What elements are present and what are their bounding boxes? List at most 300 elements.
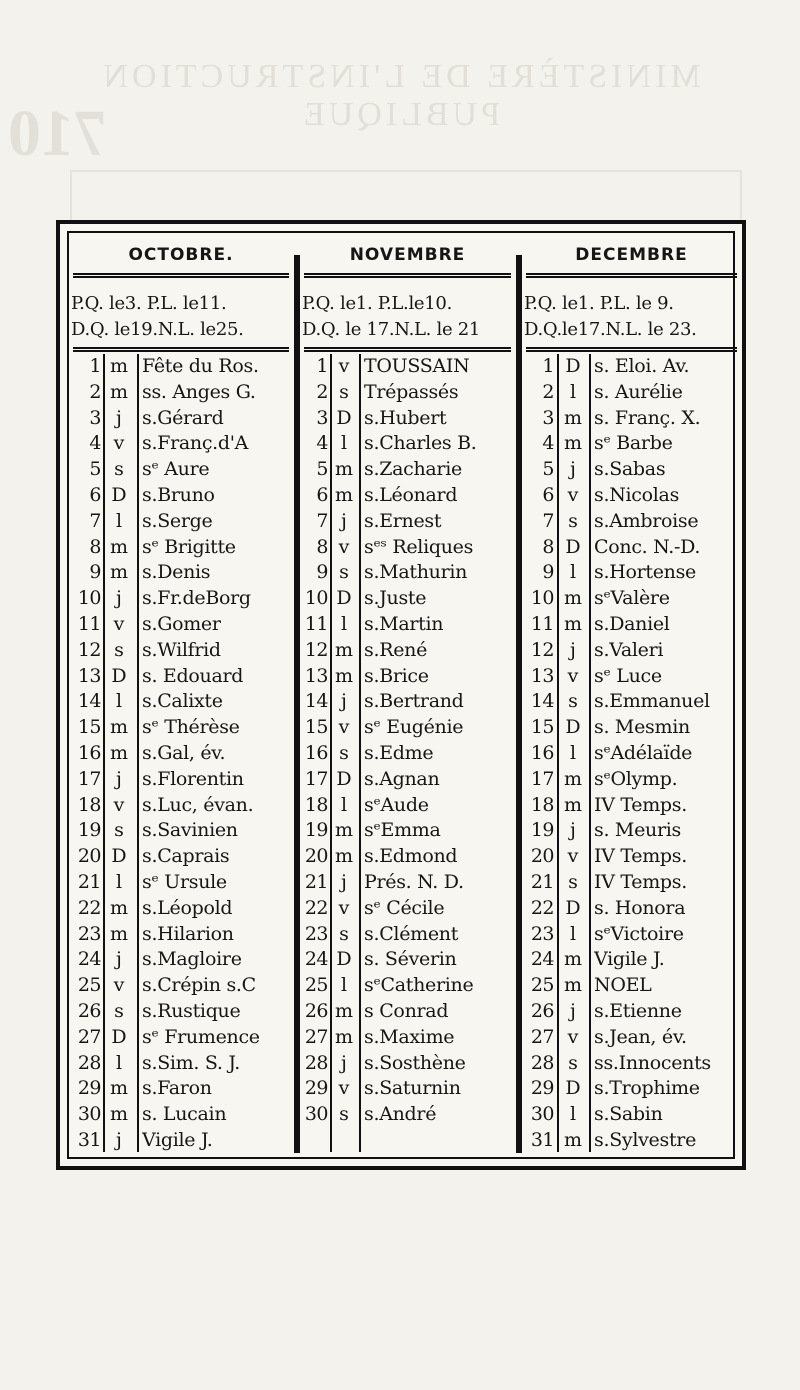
saint-name: s.Rustique [142,999,241,1022]
saint-name: s.Sabas [594,458,666,481]
saint-name: ss.Innocents [594,1051,711,1074]
weekday-letter: j [341,1051,347,1074]
weekday-letter: l [340,432,348,455]
day-row [69,896,293,922]
day-row [522,999,741,1025]
day-row [300,638,515,664]
weekday-letter: s [568,509,578,532]
day-number: 2 [89,380,101,403]
day-number: 4 [316,432,328,455]
weekday-letter: v [567,664,579,687]
day-row [69,999,293,1025]
day-row [69,715,293,741]
weekday-letter: j [570,819,576,842]
weekday-letter: D [111,664,127,687]
day-row [300,844,515,870]
saint-name: s.Faron [142,1077,212,1100]
weekday-letter: s [114,458,124,481]
saint-name: s.Léonard [364,483,458,506]
rule [526,276,737,278]
saint-name: s.Hortense [594,561,696,584]
day-number: 20 [77,845,101,868]
day-number: 19 [304,819,328,842]
saint-name: sᵉVictoire [594,922,684,945]
weekday-letter: v [338,716,350,739]
rule [73,273,289,275]
weekday-letter: m [563,1128,583,1151]
day-number: 23 [304,922,328,945]
saint-name: sᵉ Eugénie [364,716,464,739]
weekday-letter: j [116,1128,122,1151]
day-row [69,1128,293,1154]
day-row [522,431,741,457]
saint-name: sᵉCatherine [364,974,474,997]
saint-name: s.Fr.deBorg [142,587,251,610]
day-row [300,535,515,561]
day-number: 30 [77,1103,101,1126]
day-number: 11 [77,612,101,635]
day-row [69,457,293,483]
weekday-letter: v [113,612,125,635]
day-number: 21 [530,870,554,893]
day-row [300,870,515,896]
day-row [69,638,293,664]
saint-name: s.René [364,638,428,661]
month-title: OCTOBRE. [128,245,234,265]
moon-phases-line-1: P.Q. le3. P.L. le11. [71,293,227,314]
saint-name: s.Martin [364,612,444,635]
saint-name: s.André [364,1103,437,1126]
rule [304,276,511,278]
saint-name: Trépassés [364,380,459,403]
day-row [300,664,515,690]
day-number: 24 [304,948,328,971]
day-number: 17 [304,767,328,790]
saint-name: s.Ambroise [594,509,699,532]
saint-name: s. Aurélie [594,380,683,403]
day-row [69,870,293,896]
day-row [69,354,293,380]
day-row [300,457,515,483]
day-number: 3 [89,406,101,429]
saint-name: s.Saturnin [364,1077,461,1100]
weekday-letter: m [334,638,354,661]
saint-name: sᵉOlymp. [594,767,678,790]
day-row [69,818,293,844]
day-number: 14 [304,690,328,713]
weekday-letter: j [341,870,347,893]
saint-name: s.Savinien [142,819,238,842]
day-row [522,535,741,561]
weekday-letter: l [340,612,348,635]
saint-name: s.Denis [142,561,211,584]
day-row [300,509,515,535]
weekday-letter: l [115,509,123,532]
saint-name: s. Lucain [142,1103,227,1126]
rule [73,276,289,278]
saint-name: s. Eloi. Av. [594,355,690,377]
day-number: 12 [530,638,554,661]
day-number: 6 [89,483,101,506]
day-row [300,586,515,612]
weekday-letter: l [569,1103,577,1126]
weekday-letter: j [341,690,347,713]
day-row [522,354,741,380]
saint-name: s.Wilfrid [142,638,221,661]
saint-name: sᵉ Ursule [142,870,227,893]
saint-name: Prés. N. D. [364,870,464,893]
day-row [522,1076,741,1102]
day-number: 29 [530,1077,554,1100]
day-number: 1 [316,355,328,377]
day-row [522,406,741,432]
saint-name: sᵉAdélaïde [594,741,693,764]
weekday-letter: m [563,793,583,816]
day-number: 17 [77,767,101,790]
day-row [69,973,293,999]
day-number: 22 [304,896,328,919]
day-number: 8 [89,535,101,558]
day-number: 20 [304,845,328,868]
day-number: 20 [530,845,554,868]
day-row [300,793,515,819]
day-number: 28 [304,1051,328,1074]
day-number: 15 [77,716,101,739]
day-row [522,586,741,612]
saint-name: s. Edouard [142,664,244,687]
saint-name: s.Edme [364,741,434,764]
weekday-letter: l [569,380,577,403]
saint-name: s.Luc, évan. [142,793,254,816]
weekday-letter: v [338,355,350,377]
weekday-letter: D [565,535,581,558]
day-row [69,406,293,432]
saint-name: s.Calixte [142,690,223,713]
bleed-through-header: MINISTÈRE DE L'INSTRUCTION PUBLIQUE [99,58,701,133]
day-number: 13 [530,664,554,687]
day-number: 21 [77,870,101,893]
saint-name: s.Zacharie [364,458,462,481]
day-number: 30 [304,1103,328,1126]
day-number: 9 [89,561,101,584]
weekday-letter: D [565,716,581,739]
weekday-letter: D [336,587,352,610]
weekday-letter: m [109,355,129,377]
day-row [300,689,515,715]
saint-name: s. Franç. X. [594,406,701,429]
day-row [522,715,741,741]
saint-name: s.Trophime [594,1077,700,1100]
day-row [522,818,741,844]
day-row [300,767,515,793]
day-number: 14 [77,690,101,713]
saint-name: s. Meuris [594,819,681,842]
weekday-letter: m [563,948,583,971]
saint-name: Vigile J. [142,1128,213,1151]
weekday-letter: m [563,612,583,635]
weekday-letter: D [565,1077,581,1100]
month-title: NOVEMBRE [349,245,466,265]
moon-phases-line-2: D.Q. le 17.N.L. le 21 [302,319,481,340]
day-row [300,1076,515,1102]
saint-name: Fête du Ros. [142,355,259,377]
day-row [69,483,293,509]
weekday-letter: s [114,819,124,842]
saint-name: s.Emmanuel [594,690,710,713]
day-number: 28 [77,1051,101,1074]
calendar-inner-border [67,231,735,1159]
weekday-letter: l [569,741,577,764]
saint-name: s.Brice [364,664,429,687]
saint-name: s.Edmond [364,845,458,868]
day-rows [522,354,741,1154]
weekday-letter: v [338,1077,350,1100]
weekday-letter: l [569,922,577,945]
day-number: 16 [304,741,328,764]
day-row [300,483,515,509]
saint-name: s.Sylvestre [594,1128,697,1151]
day-row [522,560,741,586]
day-row [69,1025,293,1051]
weekday-letter: m [109,741,129,764]
weekday-letter: s [568,690,578,713]
weekday-letter: D [565,355,581,377]
day-row [522,689,741,715]
day-number: 10 [530,587,554,610]
day-row [69,689,293,715]
day-row [69,535,293,561]
saint-name: ss. Anges G. [142,380,256,403]
day-number: 8 [316,535,328,558]
day-row [300,741,515,767]
day-number: 18 [304,793,328,816]
day-number: 11 [530,612,554,635]
saint-name: sᵉ Aure [142,458,210,481]
moon-phases-line-2: D.Q.le17.N.L. le 23. [524,319,697,340]
day-row [300,612,515,638]
day-row [300,431,515,457]
weekday-letter: s [114,999,124,1022]
saint-name: s. Mesmin [594,716,690,739]
day-number: 11 [304,612,328,635]
day-number: 27 [77,1025,101,1048]
day-number: 29 [304,1077,328,1100]
day-row [69,380,293,406]
day-row [300,1102,515,1128]
day-number: 5 [542,458,554,481]
saint-name: sᵉValère [594,587,670,610]
saint-name: s.Léopold [142,896,233,919]
rule [73,347,289,349]
day-number: 7 [89,509,101,532]
day-number: 14 [530,690,554,713]
day-row [300,380,515,406]
weekday-letter: m [334,1025,354,1048]
weekday-letter: m [109,716,129,739]
calendar-table [56,220,746,1170]
weekday-letter: j [341,509,347,532]
saint-name: sᵉ Luce [594,664,662,687]
saint-name: s. Séverin [364,948,457,971]
day-row [69,1051,293,1077]
weekday-letter: l [340,793,348,816]
day-row [69,947,293,973]
day-row [300,715,515,741]
weekday-letter: m [334,845,354,868]
day-number: 16 [530,741,554,764]
saint-name: Conc. N.-D. [594,535,701,558]
day-number: 7 [316,509,328,532]
weekday-letter: m [109,535,129,558]
day-number: 26 [77,999,101,1022]
day-number: 15 [304,716,328,739]
saint-name: Vigile J. [594,948,665,971]
saint-name: s.Sosthène [364,1051,466,1074]
rule [304,347,511,349]
weekday-letter: m [109,922,129,945]
month-column-decembre [522,233,741,1157]
day-number: 9 [542,561,554,584]
rule [304,350,511,352]
weekday-letter: j [570,999,576,1022]
weekday-letter: v [113,974,125,997]
day-number: 27 [304,1025,328,1048]
weekday-letter: m [109,1077,129,1100]
day-number: 19 [77,819,101,842]
saint-name: IV Temps. [594,870,687,893]
day-row [69,767,293,793]
saint-name: s.Caprais [142,845,230,868]
day-number: 12 [77,638,101,661]
weekday-letter: l [340,974,348,997]
moon-phases-line-1: P.Q. le1. P.L. le 9. [524,293,674,314]
saint-name: NOEL [594,974,652,997]
weekday-letter: m [109,1103,129,1126]
day-row [69,586,293,612]
weekday-letter: m [334,819,354,842]
day-row [522,1051,741,1077]
weekday-letter: m [334,999,354,1022]
saint-name: sᵉ Brigitte [142,535,236,558]
day-number: 26 [304,999,328,1022]
saint-name: sᵉ Cécile [364,896,445,919]
moon-phases-line-2: D.Q. le19.N.L. le25. [71,319,244,340]
rule [526,350,737,352]
day-number: 5 [89,458,101,481]
saint-name: s.Nicolas [594,483,680,506]
saint-name: s.Gomer [142,612,221,635]
month-column-novembre [300,233,515,1157]
day-row [69,664,293,690]
day-row [300,818,515,844]
saint-name: sᵉAude [364,793,429,816]
day-row [300,999,515,1025]
saint-name: s.Agnan [364,767,440,790]
weekday-letter: s [339,1103,349,1126]
day-row [300,354,515,380]
day-number: 2 [316,380,328,403]
weekday-letter: D [565,896,581,919]
saint-name: s.Florentin [142,767,244,790]
weekday-letter: m [563,406,583,429]
month-column-octobre [69,233,293,1157]
weekday-letter: s [339,741,349,764]
saint-name: IV Temps. [594,793,687,816]
weekday-letter: s [339,380,349,403]
day-number: 1 [89,355,101,377]
weekday-letter: s [568,1051,578,1074]
weekday-letter: m [563,587,583,610]
weekday-letter: s [339,922,349,945]
day-number: 2 [542,380,554,403]
saint-name: sᵉ Thérèse [142,716,240,739]
weekday-letter: m [563,767,583,790]
day-row [69,509,293,535]
weekday-letter: D [111,845,127,868]
day-row [522,509,741,535]
day-rows [69,354,293,1154]
month-title: DECEMBRE [575,245,688,265]
rule [304,273,511,275]
day-row [522,896,741,922]
weekday-letter: j [570,458,576,481]
day-row [69,922,293,948]
weekday-letter: v [338,535,350,558]
saint-name: s.Gal, év. [142,741,226,764]
day-row [522,1128,741,1154]
saint-name: s.Clément [364,922,459,945]
day-number: 21 [304,870,328,893]
day-row [522,767,741,793]
weekday-letter: j [116,587,122,610]
day-number: 3 [316,406,328,429]
day-row [300,1051,515,1077]
weekday-letter: j [116,406,122,429]
saint-name: IV Temps. [594,845,687,868]
saint-name: s Conrad [364,999,449,1022]
day-row [69,1076,293,1102]
day-row [522,922,741,948]
saint-name: s.Juste [364,587,427,610]
day-number: 6 [316,483,328,506]
weekday-letter: j [570,638,576,661]
day-number: 3 [542,406,554,429]
saint-name: s.Charles B. [364,432,477,455]
saint-name: s.Bertrand [364,690,464,713]
weekday-letter: m [109,561,129,584]
weekday-letter: v [567,483,579,506]
weekday-letter: v [338,896,350,919]
day-row [522,973,741,999]
day-number: 16 [77,741,101,764]
day-row [69,612,293,638]
day-row [69,431,293,457]
day-row [69,741,293,767]
day-number: 10 [304,587,328,610]
rule [526,347,737,349]
day-number: 6 [542,483,554,506]
weekday-letter: D [336,948,352,971]
saint-name: s.Valeri [594,638,664,661]
day-number: 24 [530,948,554,971]
day-number: 27 [530,1025,554,1048]
day-number: 22 [530,896,554,919]
weekday-letter: v [567,845,579,868]
moon-phases-line-1: P.Q. le1. P.L.le10. [302,293,452,314]
day-number: 31 [77,1128,101,1151]
day-row [69,560,293,586]
day-row [522,1025,741,1051]
